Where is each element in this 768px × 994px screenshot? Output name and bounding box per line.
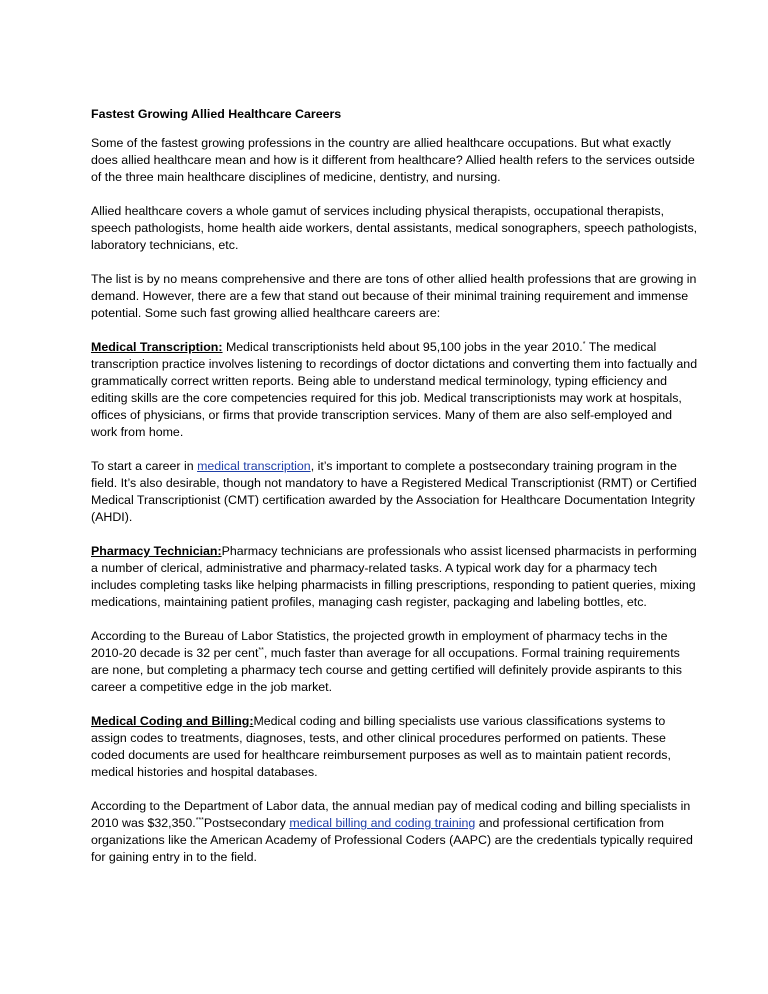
coding-heading: Medical Coding and Billing: [91, 714, 254, 728]
coding-paragraph-2 [91, 798, 698, 866]
pharmacy-heading: Pharmacy Technician: [91, 544, 222, 558]
document-title: Fastest Growing Allied Healthcare Careers [91, 107, 342, 121]
coding-p2-after: and professional certification from organizations like the American Academy of Professional Coders (AAPC) are the credentials typically required for gaining entry in to the field. [91, 816, 693, 864]
medical-billing-coding-link[interactable]: medical billing and coding training [289, 816, 476, 830]
coding-p2-before: According to the Department of Labor data, the annual median pay of medical coding and billing specialists in 2010 was $32,350. [91, 799, 691, 830]
pharmacy-footnote: ** [258, 647, 264, 654]
coding-text: Medical coding and billing specialists use various classifications systems to assign codes to treatments, diagnoses, tests, and other clinical procedures performed on patients. These coded documents are used for healthcare reimbursement purposes as well as to maintain patient records, medical histories and hospital databases. [91, 714, 671, 779]
transcription-heading: Medical Transcription: [91, 340, 223, 354]
pharmacy-paragraph-2 [91, 628, 698, 696]
coding-paragraph-1 [91, 713, 698, 781]
transcription-text-b: The medical transcription practice involves listening to recordings of doctor dictations and converting them into factually and grammatically correct written reports. Being able to understand medical terminology, typing efficiency and editing skills are the core competencies required for this job. Medical transcriptionists may work at hospitals, offices of physicians, or firms that provide transcription services. Many of them are also self-employed and work from home. [91, 340, 698, 439]
transcription-paragraph-1 [91, 339, 698, 441]
pharmacy-p2-after: , much faster than average for all occupations. Formal training requirements are none, but completing a pharmacy tech course and getting certified will definitely provide aspirants to this career a competitive edge in the job market. [91, 646, 682, 694]
pharmacy-p2-before: According to the Bureau of Labor Statistics, the projected growth in employment of pharmacy techs in the 2010-20 decade is 32 per cent [91, 629, 668, 660]
coding-footnote: *** [195, 817, 204, 824]
coding-p2-mid: Postsecondary [203, 816, 290, 830]
transcription-p2-before: To start a career in [91, 459, 198, 473]
pharmacy-paragraph-1 [91, 543, 698, 611]
medical-transcription-link[interactable]: medical transcription [197, 459, 311, 473]
intro-paragraph-2: Allied healthcare covers a whole gamut of services including physical therapists, occupational therapists, speech pathologists, home health aide workers, dental assistants, medical sonographers, speech pathologists, laboratory technicians, etc. [91, 204, 698, 252]
transcription-p2-after: , it’s important to complete a postsecondary training program in the field. It’s also desirable, though not mandatory to have a Registered Medical Transcriptionist (RMT) or Certified Medical Transcriptionist (CMT) certification awarded by the Association for Healthcare Documentation Integrity (AHDI). [91, 459, 697, 524]
transcription-text-a: Medical transcriptionists held about 95,100 jobs in the year 2010. [222, 340, 583, 354]
intro-paragraph-1: Some of the fastest growing professions in the country are allied healthcare occupations. But what exactly does allied healthcare mean and how is it different from healthcare? Allied health refers to the services outside of the three main healthcare disciplines of medicine, dentistry, and nursing. [91, 136, 695, 184]
transcription-paragraph-2 [91, 458, 698, 526]
pharmacy-text: Pharmacy technicians are professionals who assist licensed pharmacists in performing a number of clerical, administrative and pharmacy-related tasks. A typical work day for a pharmacy tech includes completing tasks like helping pharmacists in filling prescriptions, responding to patient queries, mixing medications, maintaining patient profiles, managing cash register, packaging and labeling bottles, etc. [91, 544, 697, 609]
intro-paragraph-3: The list is by no means comprehensive and there are tons of other allied health professions that are growing in demand. However, there are a few that stand out because of their minimal training requirement and immense potential. Some such fast growing allied healthcare careers are: [91, 272, 697, 320]
transcription-footnote: * [582, 341, 586, 348]
